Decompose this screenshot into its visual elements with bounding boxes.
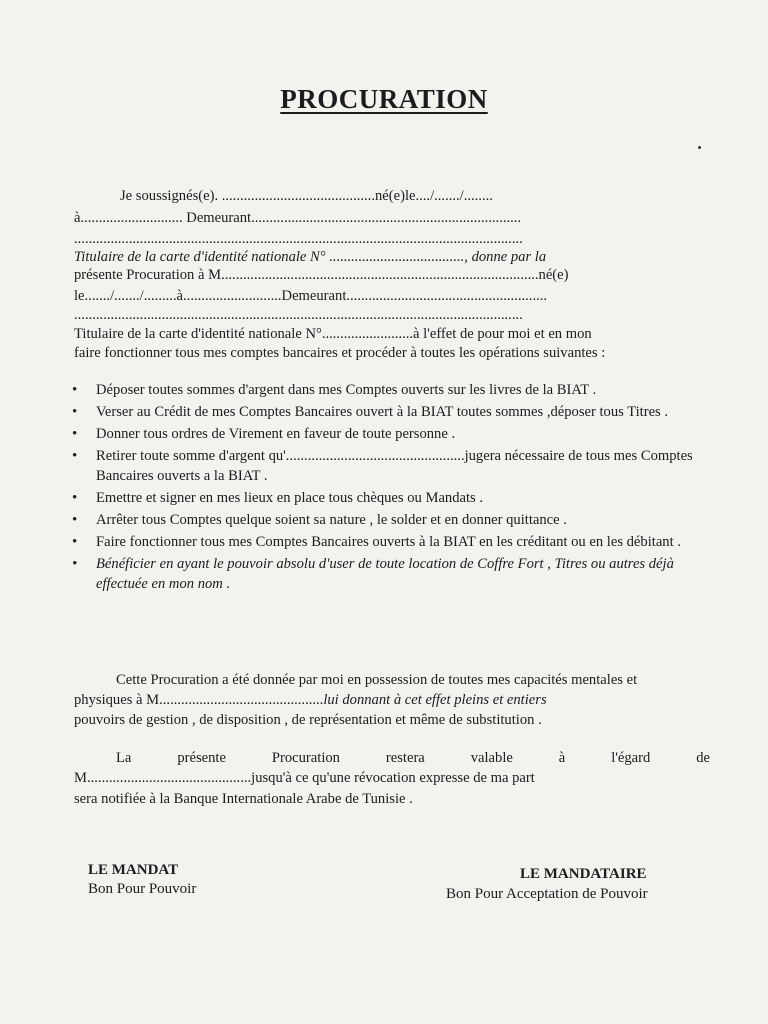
para3-line2: M.............................................jusqu'à ce qu'une révocation expresse de ma part bbox=[74, 770, 535, 786]
donne-par-la: donne par la bbox=[467, 249, 547, 265]
document-title: PROCURATION bbox=[280, 84, 488, 114]
para1-line5: présente Procuration à M.......................................................................................né(e) bbox=[74, 267, 569, 283]
para1-line8: Titulaire de la carte d'identité nationale N°.........................à l'effet de pour moi et en mon bbox=[74, 326, 592, 342]
para1-line6: le......./......./.........à...........................Demeurant....................................................... bbox=[74, 288, 548, 304]
para1-line9: faire fonctionner tous mes comptes bancaires et procéder à toutes les opérations suivantes : bbox=[74, 345, 606, 361]
list-item: • Faire fonctionner tous mes Comptes Bancaires ouverts à la BIAT en les créditant ou en les débitant . bbox=[70, 532, 715, 552]
para1-line3: ........................................................................................................................... bbox=[74, 231, 523, 247]
para1-line7: ........................................................................................................................... bbox=[74, 307, 523, 323]
para2-line3: pouvoirs de gestion , de disposition , de représentation et même de substitution . bbox=[74, 712, 542, 728]
list-item: • Donner tous ordres de Virement en faveur de toute personne . bbox=[70, 424, 715, 444]
list-item: • Arrêter tous Comptes quelque soient sa nature , le solder et en donner quittance . bbox=[70, 510, 715, 530]
list-item: • Retirer toute somme d'argent qu'.................................................jugera nécessaire de tous mes Comptes Bancaires ouverts a la BIAT . bbox=[70, 446, 715, 486]
list-item: • Verser au Crédit de mes Comptes Bancaires ouvert à la BIAT toutes sommes ,déposer tous Titres . bbox=[70, 402, 715, 422]
scan-speck bbox=[698, 146, 701, 149]
mandataire-subtitle: Bon Pour Acceptation de Pouvoir bbox=[446, 886, 648, 902]
para1-line4 bbox=[74, 249, 710, 266]
para3-line1: La présente Procuration restera valable à l'égard de bbox=[116, 750, 710, 766]
para1-line2: à............................ Demeurant.......................................................................... bbox=[74, 210, 522, 226]
list-item: • Emettre et signer en mes lieux en place tous chèques ou Mandats . bbox=[70, 488, 715, 508]
para1-line1: Je soussignés(e). ..........................................né(e)le..../......./........ bbox=[120, 188, 493, 204]
operations-list bbox=[70, 380, 715, 596]
para3-line3: sera notifiée à la Banque Internationale Arabe de Tunisie . bbox=[74, 791, 413, 807]
para2-line1: Cette Procuration a été donnée par moi en possession de toutes mes capacités mentales et bbox=[116, 672, 638, 688]
para2-line2 bbox=[74, 692, 710, 709]
id-card-label: Titulaire de la carte d'identité nationale N° ....................................., bbox=[74, 249, 468, 265]
mandataire-title: LE MANDATAIRE bbox=[520, 866, 647, 882]
mandatary-blank: physiques à M............................................. bbox=[74, 692, 324, 708]
list-item: • Déposer toutes sommes d'argent dans mes Comptes ouverts sur les livres de la BIAT . bbox=[70, 380, 715, 400]
mandat-subtitle: Bon Pour Pouvoir bbox=[88, 881, 197, 897]
list-item: • Bénéficier en ayant le pouvoir absolu d'user de toute location de Coffre Fort , Titres ou autres déjà effectuée en mon nom . bbox=[70, 554, 715, 594]
powers-clause: lui donnant à cet effet pleins et entiers bbox=[323, 692, 547, 708]
mandat-title: LE MANDAT bbox=[88, 862, 179, 878]
